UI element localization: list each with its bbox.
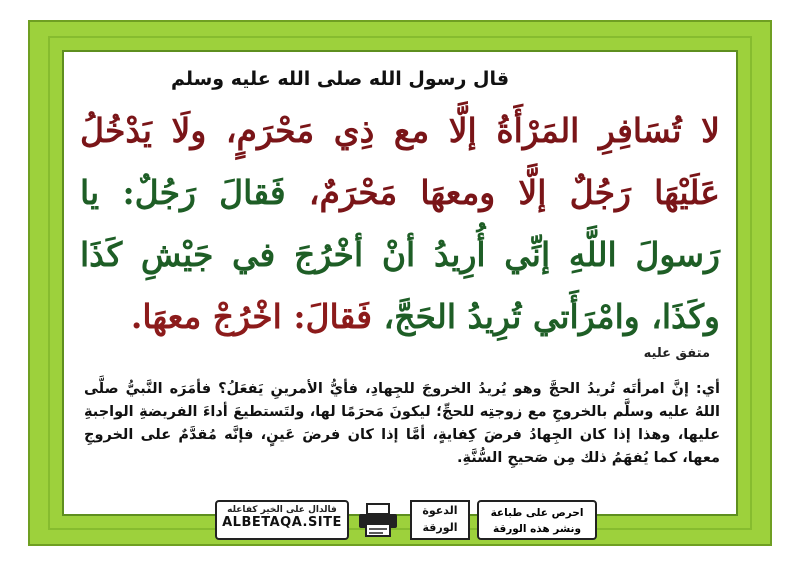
print-tip-box — [477, 500, 597, 540]
logo — [410, 500, 470, 540]
hadith-part-3: فَقالَ: اخْرُجْ معهَا. — [130, 297, 373, 336]
site-tagline: فالدال على الخير كفاعله — [227, 505, 337, 515]
footer — [215, 500, 615, 544]
tip-line-1: احرص على طباعة — [490, 507, 584, 519]
explanation-text: أي: إنَّ امرأتَه تُريدُ الحجَّ وهو يُريدُ الخروجَ للجِهادِ، فأيُّ الأمرينِ يَفعَلُ؟ فأمَرَه النَّبيُّ صلَّى اللهُ عليه وسلَّم بالخروجِ مع زوجتِه للحجِّ؛ ليكونَ مَحرَمًا لها، ولتَستطيعَ أداءَ الفريضةِ الواجبةِ عليها، وهذا إذا كان الجِهادُ فرضَ كِفايةٍ، أمَّا إذا كان فرضَ عَينٍ، فإنَّه مُقدَّمٌ على الخروجِ معها، كما يُفهَمُ ذلك مِن صَحيحِ السُّنَّةِ. — [84, 381, 720, 466]
hadith-text — [80, 100, 720, 348]
printer-icon — [355, 502, 401, 538]
logo-line-1: الدعوة — [422, 504, 458, 517]
site-url[interactable]: ALBETAQA.SITE — [222, 515, 342, 530]
logo-line-2: الورقة — [422, 521, 458, 534]
tip-line-2: ونشر هذه الورقة — [493, 523, 581, 535]
header-title: قال رسول الله صلى الله عليه وسلم — [170, 68, 510, 90]
hadith-part-1: لا تُسَافِرِ المَرْأَةُ إلَّا مع ذِي مَحْرَمٍ، ولَا يَدْخُلُ عَلَيْهَا رَجُلٌ إلَّا ومعهَا مَحْرَمٌ، — [80, 111, 720, 212]
site-box[interactable] — [215, 500, 349, 540]
hadith-source: متفق عليه — [643, 346, 710, 361]
hadith-part-2: فَقالَ رَجُلٌ: يا رَسولَ اللَّهِ إنِّي أُرِيدُ أنْ أخْرُجَ في جَيْشِ كَذَا وكَذَا، وامْرَأَتي تُرِيدُ الحَجَّ، — [80, 173, 720, 336]
